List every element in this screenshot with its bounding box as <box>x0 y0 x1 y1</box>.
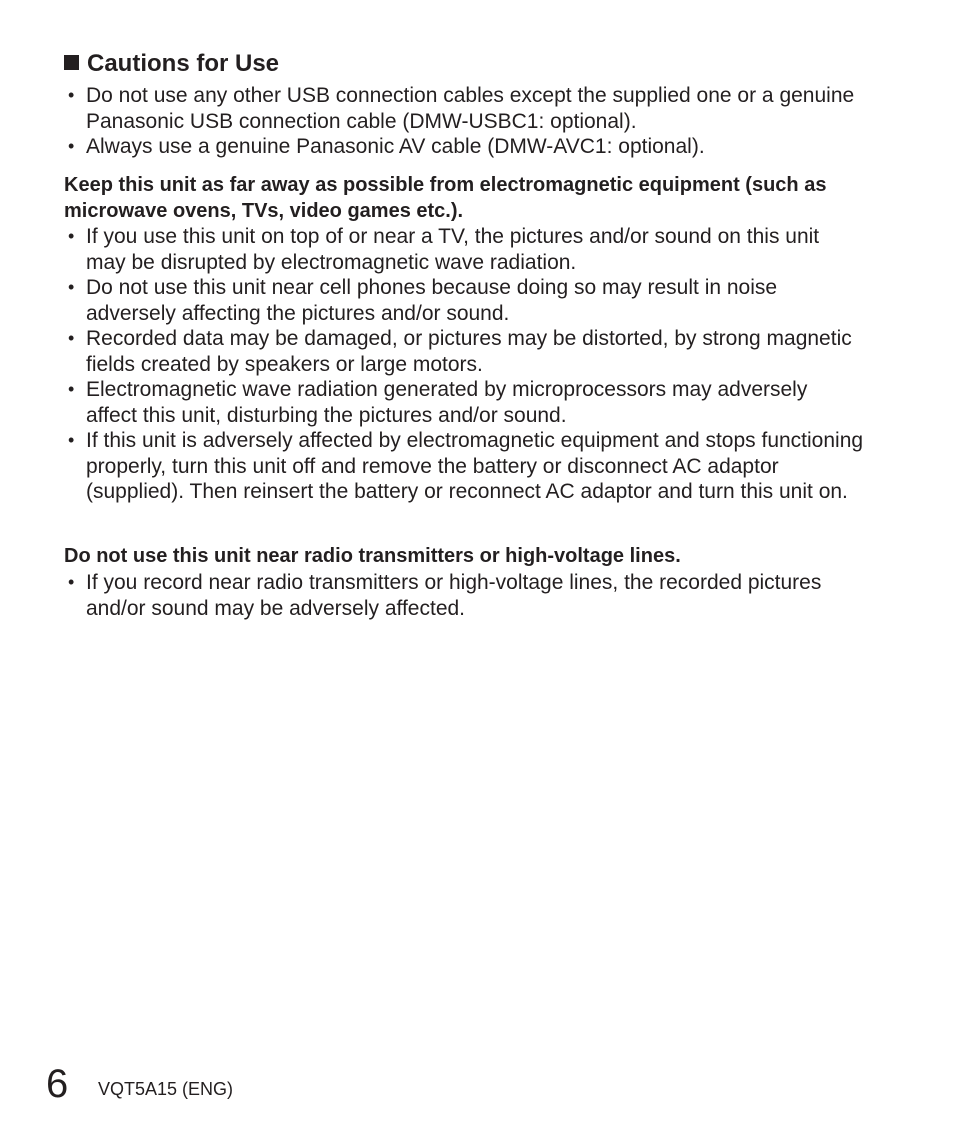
electromagnetic-heading: Keep this unit as far away as possible from electromagnetic equipment (such as microwave ovens, TVs, video games etc.). <box>64 174 827 222</box>
list-item: • If this unit is adversely affected by electromagnetic equipment and stops functioning properly, turn this unit off and remove the battery or disconnect AC adaptor (supplied). Then reinsert the battery or reconnect AC adaptor and turn this unit on. <box>68 429 864 503</box>
bullet-icon: • <box>68 430 75 450</box>
bullet-icon: • <box>68 379 75 399</box>
bullet-icon: • <box>68 136 75 156</box>
list-item: • Do not use this unit near cell phones because doing so may result in noise adversely affecting the pictures and/or sound. <box>68 276 778 325</box>
list-item: • Recorded data may be damaged, or pictures may be distorted, by strong magnetic fields created by speakers or large motors. <box>68 327 852 376</box>
electromagnetic-list <box>64 224 864 505</box>
square-bullet-icon <box>64 55 79 70</box>
list-item: • If you use this unit on top of or near a TV, the pictures and/or sound on this unit may be disrupted by electromagnetic wave radiation. <box>68 225 820 274</box>
bullet-icon: • <box>68 572 75 592</box>
radio-list <box>64 570 864 621</box>
section-heading <box>64 50 279 78</box>
list-item: • Do not use any other USB connection cables except the supplied one or a genuine Panasonic USB connection cable (DMW-USBC1: optional). <box>68 84 855 133</box>
section-heading-text: Cautions for Use <box>87 50 280 77</box>
radio-heading: Do not use this unit near radio transmitters or high-voltage lines. <box>64 545 681 567</box>
list-item: • Always use a genuine Panasonic AV cable (DMW-AVC1: optional). <box>68 135 705 158</box>
bullet-icon: • <box>68 226 75 246</box>
document-code: VQT5A15 (ENG) <box>98 1079 234 1099</box>
bullet-icon: • <box>68 328 75 348</box>
list-item: • If you record near radio transmitters or high-voltage lines, the recorded pictures and/or sound may be adversely affected. <box>68 571 822 620</box>
list-item: • Electromagnetic wave radiation generated by microprocessors may adversely affect this unit, disturbing the pictures and/or sound. <box>68 378 808 427</box>
bullet-icon: • <box>68 277 75 297</box>
cautions-list <box>64 83 864 160</box>
bullet-icon: • <box>68 85 75 105</box>
page-number: 6 <box>46 1062 69 1106</box>
